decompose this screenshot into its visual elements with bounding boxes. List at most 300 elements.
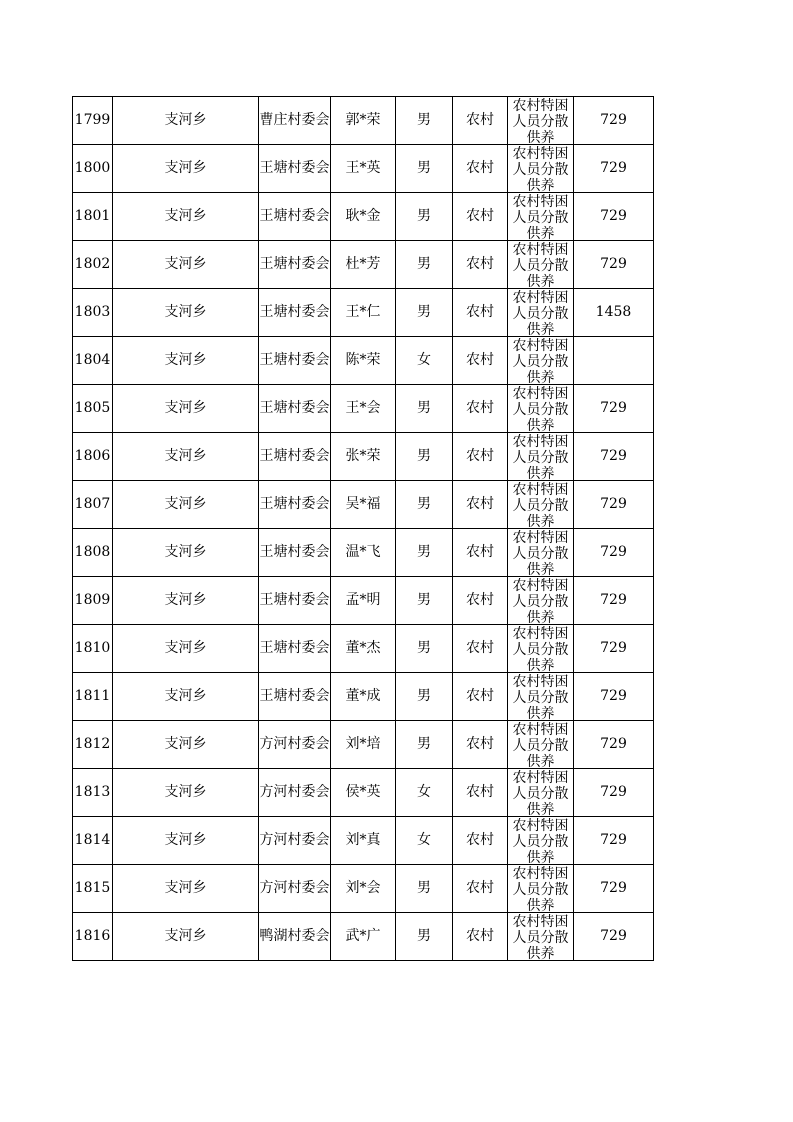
seq-cell-text: 1811 [74, 688, 111, 704]
sex-cell [396, 193, 453, 241]
category-cell-text: 农村特困人员分散供养 [512, 721, 569, 768]
name-cell-text: 郭*荣 [345, 112, 381, 128]
name-cell [331, 337, 396, 385]
town-cell [113, 337, 259, 385]
household-type-cell [453, 673, 508, 721]
town-cell [113, 769, 259, 817]
town-cell-text: 支河乡 [164, 448, 207, 464]
sex-cell-text: 女 [417, 784, 431, 800]
seq-cell-text: 1808 [74, 544, 111, 560]
seq-cell-text: 1815 [74, 880, 111, 896]
household-type-cell [453, 625, 508, 673]
table-row [73, 385, 654, 433]
seq-cell-text: 1807 [74, 496, 111, 512]
category-cell [508, 241, 574, 289]
name-cell-text: 董*杰 [345, 640, 381, 656]
sex-cell-text: 男 [417, 400, 431, 416]
category-cell-text: 农村特困人员分散供养 [512, 865, 569, 912]
household-type-cell-text: 农村 [466, 304, 494, 320]
category-cell-text: 农村特困人员分散供养 [512, 481, 569, 528]
sex-cell-text: 男 [417, 256, 431, 272]
seq-cell [73, 913, 113, 961]
town-cell-text: 支河乡 [164, 640, 207, 656]
amount-cell-text: 729 [600, 736, 627, 752]
seq-cell [73, 721, 113, 769]
seq-cell-text: 1799 [74, 112, 111, 128]
household-type-cell [453, 577, 508, 625]
amount-cell-text: 729 [600, 928, 627, 944]
seq-cell [73, 241, 113, 289]
seq-cell-text: 1806 [74, 448, 111, 464]
name-cell [331, 625, 396, 673]
sex-cell [396, 241, 453, 289]
name-cell-text: 侯*英 [345, 784, 381, 800]
seq-cell [73, 385, 113, 433]
seq-cell-text: 1803 [74, 304, 111, 320]
town-cell-text: 支河乡 [164, 880, 207, 896]
household-type-cell [453, 817, 508, 865]
village-cell [259, 193, 331, 241]
amount-cell-text: 729 [600, 832, 627, 848]
seq-cell [73, 145, 113, 193]
household-type-cell [453, 97, 508, 145]
amount-cell-text: 729 [600, 784, 627, 800]
sex-cell [396, 97, 453, 145]
town-cell [113, 865, 259, 913]
household-type-cell [453, 433, 508, 481]
sex-cell-text: 女 [417, 832, 431, 848]
sex-cell-text: 男 [417, 304, 431, 320]
town-cell [113, 721, 259, 769]
village-cell [259, 769, 331, 817]
town-cell [113, 817, 259, 865]
village-cell [259, 145, 331, 193]
village-cell [259, 577, 331, 625]
household-type-cell [453, 913, 508, 961]
town-cell-text: 支河乡 [164, 160, 207, 176]
category-cell-text: 农村特困人员分散供养 [512, 769, 569, 816]
household-type-cell-text: 农村 [466, 736, 494, 752]
table-row [73, 481, 654, 529]
category-cell [508, 193, 574, 241]
name-cell-text: 张*荣 [345, 448, 381, 464]
category-cell-text: 农村特困人员分散供养 [512, 817, 569, 864]
category-cell-text: 农村特困人员分散供养 [512, 385, 569, 432]
household-type-cell [453, 193, 508, 241]
amount-cell [574, 913, 654, 961]
household-type-cell-text: 农村 [466, 400, 494, 416]
name-cell-text: 耿*金 [345, 208, 381, 224]
town-cell [113, 913, 259, 961]
sex-cell [396, 289, 453, 337]
category-cell [508, 625, 574, 673]
household-type-cell [453, 529, 508, 577]
category-cell [508, 769, 574, 817]
household-type-cell-text: 农村 [466, 784, 494, 800]
table-row [73, 289, 654, 337]
seq-cell-text: 1813 [74, 784, 111, 800]
category-cell-text: 农村特困人员分散供养 [512, 673, 569, 720]
category-cell [508, 577, 574, 625]
amount-cell-text: 729 [600, 256, 627, 272]
seq-cell [73, 97, 113, 145]
amount-cell-text: 729 [600, 160, 627, 176]
seq-cell [73, 529, 113, 577]
amount-cell [574, 97, 654, 145]
household-type-cell [453, 769, 508, 817]
household-type-cell [453, 241, 508, 289]
sex-cell-text: 男 [417, 160, 431, 176]
amount-cell-text: 729 [600, 544, 627, 560]
name-cell [331, 577, 396, 625]
table-row [73, 625, 654, 673]
town-cell-text: 支河乡 [164, 688, 207, 704]
village-cell [259, 625, 331, 673]
seq-cell [73, 481, 113, 529]
category-cell-text: 农村特困人员分散供养 [512, 145, 569, 192]
sex-cell-text: 男 [417, 928, 431, 944]
sex-cell-text: 男 [417, 208, 431, 224]
village-cell-text: 王塘村委会 [259, 160, 330, 176]
seq-cell [73, 577, 113, 625]
sex-cell [396, 769, 453, 817]
sex-cell-text: 男 [417, 880, 431, 896]
category-cell [508, 865, 574, 913]
category-cell-text: 农村特困人员分散供养 [512, 289, 569, 336]
village-cell [259, 865, 331, 913]
village-cell [259, 721, 331, 769]
town-cell-text: 支河乡 [164, 256, 207, 272]
town-cell-text: 支河乡 [164, 592, 207, 608]
table-row [73, 193, 654, 241]
village-cell-text: 王塘村委会 [259, 256, 330, 272]
amount-cell-text: 729 [600, 496, 627, 512]
category-cell [508, 97, 574, 145]
village-cell-text: 鸭湖村委会 [259, 928, 330, 944]
table-row [73, 913, 654, 961]
amount-cell [574, 625, 654, 673]
household-type-cell-text: 农村 [466, 256, 494, 272]
category-cell-text: 农村特困人员分散供养 [512, 529, 569, 576]
household-type-cell [453, 865, 508, 913]
town-cell-text: 支河乡 [164, 352, 207, 368]
village-cell-text: 王塘村委会 [259, 496, 330, 512]
sex-cell-text: 女 [417, 352, 431, 368]
name-cell-text: 董*成 [345, 688, 381, 704]
seq-cell [73, 865, 113, 913]
sex-cell [396, 577, 453, 625]
amount-cell [574, 433, 654, 481]
seq-cell-text: 1810 [74, 640, 111, 656]
amount-cell [574, 337, 654, 385]
name-cell-text: 孟*明 [345, 592, 381, 608]
table-body [73, 97, 654, 961]
amount-cell [574, 529, 654, 577]
category-cell [508, 337, 574, 385]
town-cell-text: 支河乡 [164, 304, 207, 320]
name-cell [331, 865, 396, 913]
village-cell [259, 337, 331, 385]
town-cell [113, 97, 259, 145]
household-type-cell-text: 农村 [466, 592, 494, 608]
household-type-cell-text: 农村 [466, 688, 494, 704]
category-cell [508, 673, 574, 721]
name-cell [331, 241, 396, 289]
village-cell-text: 王塘村委会 [259, 592, 330, 608]
sex-cell [396, 433, 453, 481]
village-cell [259, 385, 331, 433]
village-cell-text: 王塘村委会 [259, 688, 330, 704]
name-cell-text: 吴*福 [345, 496, 381, 512]
amount-cell [574, 865, 654, 913]
seq-cell-text: 1814 [74, 832, 111, 848]
household-type-cell-text: 农村 [466, 208, 494, 224]
amount-cell [574, 289, 654, 337]
name-cell [331, 529, 396, 577]
sex-cell [396, 481, 453, 529]
seq-cell-text: 1800 [74, 160, 111, 176]
village-cell-text: 王塘村委会 [259, 352, 330, 368]
amount-cell [574, 769, 654, 817]
town-cell-text: 支河乡 [164, 112, 207, 128]
village-cell-text: 王塘村委会 [259, 448, 330, 464]
town-cell-text: 支河乡 [164, 784, 207, 800]
household-type-cell-text: 农村 [466, 448, 494, 464]
table-row [73, 769, 654, 817]
name-cell [331, 673, 396, 721]
seq-cell-text: 1816 [74, 928, 111, 944]
amount-cell [574, 817, 654, 865]
village-cell-text: 方河村委会 [259, 832, 330, 848]
amount-cell-text: 729 [600, 592, 627, 608]
sex-cell [396, 817, 453, 865]
category-cell [508, 913, 574, 961]
household-type-cell-text: 农村 [466, 496, 494, 512]
town-cell-text: 支河乡 [164, 928, 207, 944]
household-type-cell-text: 农村 [466, 352, 494, 368]
sex-cell-text: 男 [417, 496, 431, 512]
category-cell-text: 农村特困人员分散供养 [512, 577, 569, 624]
amount-cell [574, 481, 654, 529]
household-type-cell [453, 289, 508, 337]
name-cell-text: 王*英 [345, 160, 381, 176]
sex-cell [396, 913, 453, 961]
village-cell [259, 481, 331, 529]
name-cell [331, 913, 396, 961]
seq-cell-text: 1809 [74, 592, 111, 608]
village-cell [259, 289, 331, 337]
category-cell [508, 433, 574, 481]
town-cell [113, 145, 259, 193]
sex-cell-text: 男 [417, 592, 431, 608]
town-cell [113, 289, 259, 337]
household-type-cell [453, 337, 508, 385]
table-row [73, 817, 654, 865]
village-cell [259, 97, 331, 145]
amount-cell-text: 729 [600, 448, 627, 464]
village-cell-text: 方河村委会 [259, 880, 330, 896]
amount-cell [574, 673, 654, 721]
household-type-cell-text: 农村 [466, 880, 494, 896]
amount-cell-text: 1458 [595, 304, 632, 320]
table-row [73, 865, 654, 913]
amount-cell [574, 145, 654, 193]
amount-cell-text: 729 [600, 112, 627, 128]
table-row [73, 433, 654, 481]
name-cell-text: 杜*芳 [345, 256, 381, 272]
category-cell [508, 721, 574, 769]
amount-cell [574, 577, 654, 625]
category-cell-text: 农村特困人员分散供养 [512, 433, 569, 480]
amount-cell-text: 729 [600, 400, 627, 416]
village-cell [259, 529, 331, 577]
town-cell-text: 支河乡 [164, 832, 207, 848]
name-cell [331, 721, 396, 769]
table-row [73, 577, 654, 625]
seq-cell [73, 673, 113, 721]
household-type-cell [453, 385, 508, 433]
village-cell [259, 817, 331, 865]
name-cell [331, 481, 396, 529]
town-cell [113, 673, 259, 721]
table-row [73, 337, 654, 385]
sex-cell [396, 529, 453, 577]
name-cell [331, 817, 396, 865]
category-cell-text: 农村特困人员分散供养 [512, 193, 569, 240]
household-type-cell-text: 农村 [466, 160, 494, 176]
seq-cell-text: 1805 [74, 400, 111, 416]
sex-cell [396, 865, 453, 913]
category-cell [508, 385, 574, 433]
name-cell [331, 289, 396, 337]
beneficiary-table [72, 96, 654, 961]
name-cell-text: 武*广 [345, 928, 381, 944]
sex-cell-text: 男 [417, 112, 431, 128]
sex-cell [396, 625, 453, 673]
town-cell [113, 481, 259, 529]
name-cell-text: 王*会 [345, 400, 381, 416]
town-cell [113, 241, 259, 289]
sex-cell-text: 男 [417, 688, 431, 704]
table-row [73, 529, 654, 577]
table-row [73, 145, 654, 193]
household-type-cell-text: 农村 [466, 928, 494, 944]
amount-cell-text: 729 [600, 640, 627, 656]
category-cell [508, 529, 574, 577]
town-cell-text: 支河乡 [164, 544, 207, 560]
amount-cell [574, 385, 654, 433]
town-cell-text: 支河乡 [164, 400, 207, 416]
category-cell-text: 农村特困人员分散供养 [512, 913, 569, 960]
town-cell [113, 385, 259, 433]
name-cell-text: 陈*荣 [345, 352, 381, 368]
name-cell [331, 145, 396, 193]
village-cell-text: 王塘村委会 [259, 544, 330, 560]
amount-cell [574, 193, 654, 241]
name-cell [331, 433, 396, 481]
town-cell-text: 支河乡 [164, 496, 207, 512]
village-cell-text: 王塘村委会 [259, 304, 330, 320]
name-cell [331, 97, 396, 145]
amount-cell [574, 721, 654, 769]
seq-cell [73, 769, 113, 817]
village-cell-text: 曹庄村委会 [259, 112, 330, 128]
name-cell-text: 刘*真 [345, 832, 381, 848]
amount-cell-text: 729 [600, 208, 627, 224]
seq-cell [73, 193, 113, 241]
seq-cell [73, 817, 113, 865]
seq-cell [73, 625, 113, 673]
amount-cell [574, 241, 654, 289]
sex-cell [396, 385, 453, 433]
town-cell [113, 529, 259, 577]
category-cell [508, 289, 574, 337]
household-type-cell-text: 农村 [466, 112, 494, 128]
name-cell [331, 769, 396, 817]
sex-cell-text: 男 [417, 448, 431, 464]
household-type-cell [453, 145, 508, 193]
seq-cell-text: 1812 [74, 736, 111, 752]
seq-cell-text: 1802 [74, 256, 111, 272]
sex-cell-text: 男 [417, 640, 431, 656]
village-cell [259, 241, 331, 289]
sex-cell [396, 337, 453, 385]
table-row [73, 241, 654, 289]
category-cell-text: 农村特困人员分散供养 [512, 97, 569, 144]
sex-cell-text: 男 [417, 544, 431, 560]
category-cell [508, 481, 574, 529]
village-cell [259, 673, 331, 721]
household-type-cell-text: 农村 [466, 640, 494, 656]
household-type-cell-text: 农村 [466, 544, 494, 560]
name-cell-text: 王*仁 [345, 304, 381, 320]
seq-cell-text: 1804 [74, 352, 111, 368]
town-cell-text: 支河乡 [164, 736, 207, 752]
village-cell-text: 王塘村委会 [259, 400, 330, 416]
name-cell-text: 刘*培 [345, 736, 381, 752]
category-cell-text: 农村特困人员分散供养 [512, 625, 569, 672]
sex-cell [396, 721, 453, 769]
table-row [73, 673, 654, 721]
town-cell [113, 625, 259, 673]
table-row [73, 721, 654, 769]
name-cell [331, 193, 396, 241]
seq-cell-text: 1801 [74, 208, 111, 224]
household-type-cell-text: 农村 [466, 832, 494, 848]
amount-cell-text: 729 [600, 688, 627, 704]
category-cell [508, 145, 574, 193]
town-cell [113, 193, 259, 241]
name-cell-text: 刘*会 [345, 880, 381, 896]
household-type-cell [453, 721, 508, 769]
town-cell [113, 433, 259, 481]
name-cell [331, 385, 396, 433]
village-cell-text: 方河村委会 [259, 784, 330, 800]
village-cell [259, 913, 331, 961]
household-type-cell [453, 481, 508, 529]
amount-cell-text: 729 [600, 880, 627, 896]
name-cell-text: 温*飞 [345, 544, 381, 560]
category-cell-text: 农村特困人员分散供养 [512, 241, 569, 288]
village-cell-text: 方河村委会 [259, 736, 330, 752]
table-row [73, 97, 654, 145]
seq-cell [73, 433, 113, 481]
sex-cell [396, 673, 453, 721]
seq-cell [73, 337, 113, 385]
seq-cell [73, 289, 113, 337]
village-cell [259, 433, 331, 481]
village-cell-text: 王塘村委会 [259, 208, 330, 224]
